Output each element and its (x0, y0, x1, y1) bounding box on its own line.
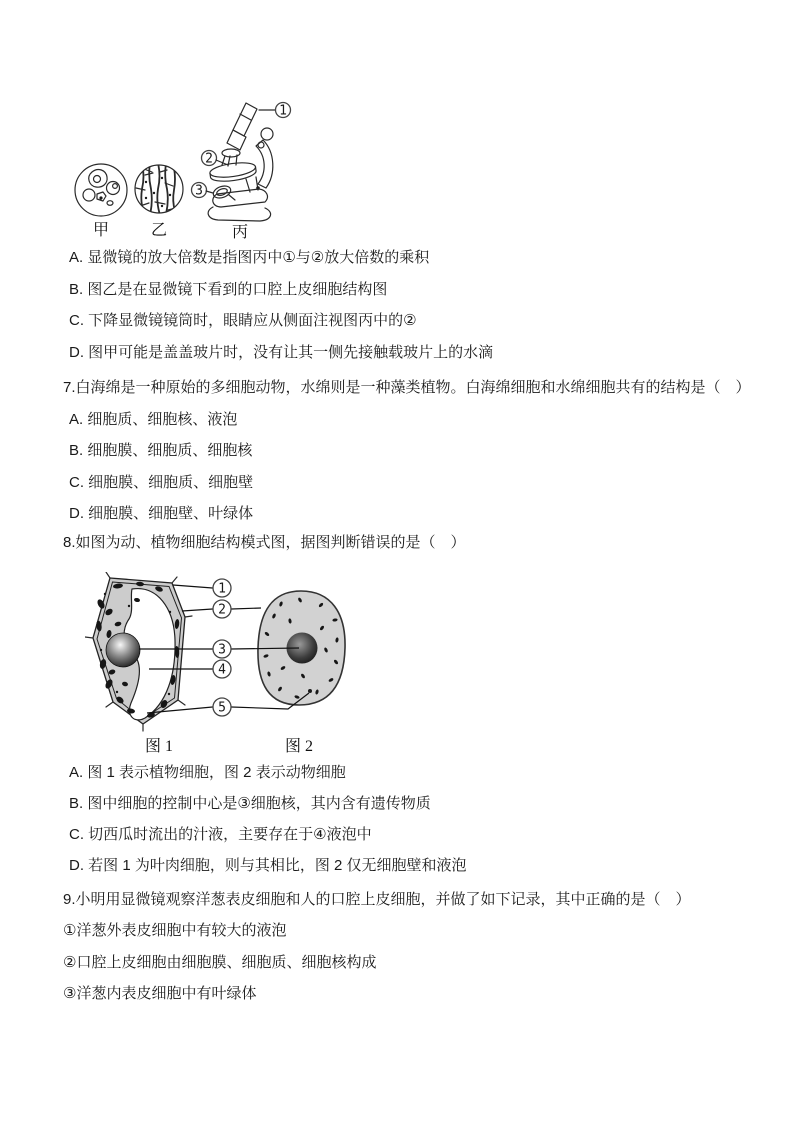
cell-callout-5: 5 (218, 700, 226, 716)
q9-item-1: ①洋葱外表皮细胞中有较大的液泡 (63, 922, 287, 939)
q6-option-b: B. 图乙是在显微镜下看到的口腔上皮细胞结构图 (69, 281, 388, 298)
cell-figure (85, 572, 350, 757)
q8-option-a: A. 图 1 表示植物细胞，图 2 表示动物细胞 (69, 764, 346, 781)
fig1-label: 图 1 (144, 738, 174, 755)
view-circle-yi (135, 163, 183, 215)
q8-option-d: D. 若图 1 为叶肉细胞，则与其相比，图 2 仅无细胞壁和液泡 (69, 857, 467, 874)
q8-option-b: B. 图中细胞的控制中心是③细胞核，其内含有遗传物质 (69, 795, 431, 812)
cell-callout-3: 3 (218, 642, 226, 658)
q6-option-d: D. 图甲可能是盖盖玻片时，没有让其一侧先接触载玻片上的水滴 (69, 344, 494, 361)
q7-option-d: D. 细胞膜、细胞壁、叶绿体 (69, 505, 254, 522)
q6-option-c: C. 下降显微镜镜筒时，眼睛应从侧面注视图丙中的② (69, 312, 417, 329)
cell-callout-1: 1 (218, 581, 226, 597)
q6-option-a: A. 显微镜的放大倍数是指图丙中①与②放大倍数的乘积 (69, 249, 430, 266)
cell-callouts (213, 579, 231, 716)
view-label-yi: 乙 (150, 222, 168, 239)
microscope-callout-2: 2 (205, 151, 213, 167)
view-label-bing: 丙 (231, 224, 249, 240)
microscope-callout-3: 3 (195, 183, 203, 199)
view-label-jia: 甲 (92, 222, 110, 239)
q7-option-a: A. 细胞质、细胞核、液泡 (69, 411, 238, 428)
q7-stem: 7.白海绵是一种原始的多细胞动物，水绵则是一种藻类植物。白海绵细胞和水绵细胞共有的结构是（ ） (63, 379, 751, 396)
fig2-label: 图 2 (284, 738, 314, 755)
q8-option-c: C. 切西瓜时流出的汁液，主要存在于④液泡中 (69, 826, 372, 843)
q9-item-2: ②口腔上皮细胞由细胞膜、细胞质、细胞核构成 (63, 954, 377, 971)
q8-stem: 8.如图为动、植物细胞结构模式图，据图判断错误的是（ ） (63, 534, 466, 551)
microscope-callout-1: 1 (279, 103, 287, 119)
cell-callout-4: 4 (218, 662, 226, 678)
plant-nucleus (106, 633, 140, 667)
view-circle-jia (75, 164, 127, 216)
cell-callout-2: 2 (218, 602, 226, 618)
q9-item-3: ③洋葱内表皮细胞中有叶绿体 (63, 985, 257, 1002)
q7-option-b: B. 细胞膜、细胞质、细胞核 (69, 442, 253, 459)
microscope-drawing (192, 103, 291, 222)
plant-cell-drawing (85, 572, 192, 731)
microscope-figure (70, 98, 315, 240)
q7-option-c: C. 细胞膜、细胞质、细胞壁 (69, 474, 254, 491)
q9-stem: 9.小明用显微镜观察洋葱表皮细胞和人的口腔上皮细胞，并做了如下记录，其中正确的是（ ） (63, 891, 691, 908)
